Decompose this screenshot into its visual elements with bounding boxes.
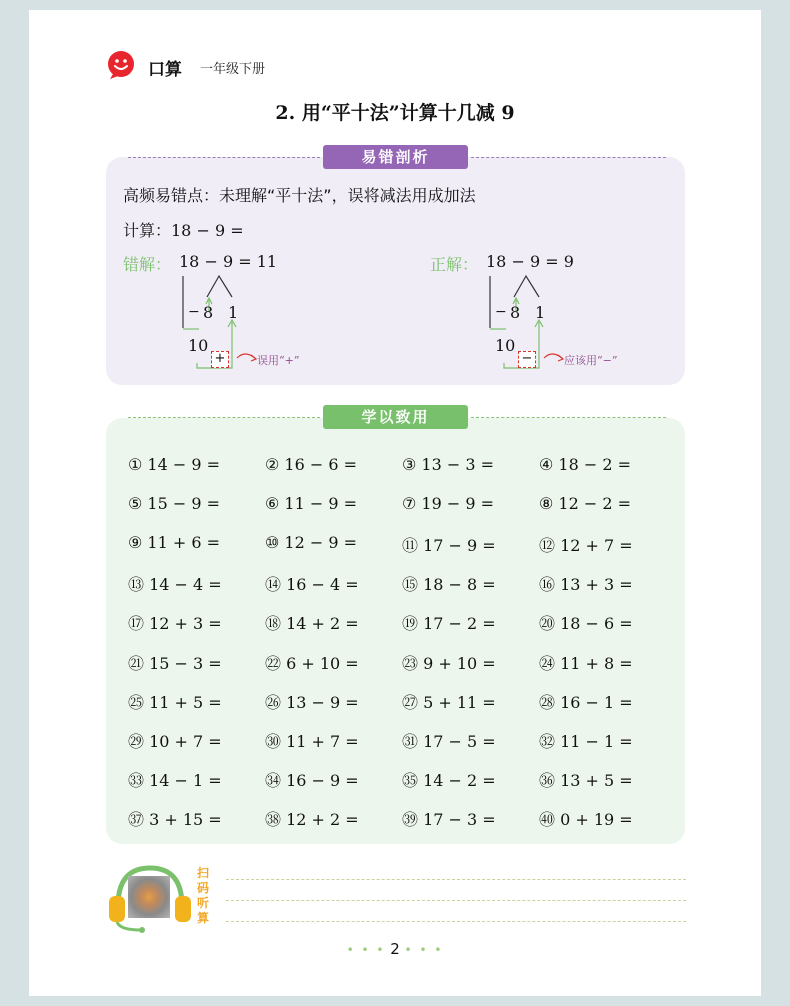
practice-problem: ① 14 − 9 = xyxy=(128,455,221,474)
error-point-text: 高频易错点：未理解“平十法”，误将减法用成加法 xyxy=(123,186,476,205)
practice-problem: ③ 13 − 3 = xyxy=(402,455,495,474)
wrong-operator-box: + xyxy=(211,351,229,368)
wrong-split-b: 1 xyxy=(228,303,239,322)
right-ten: 10 xyxy=(495,336,516,355)
divider-left xyxy=(128,157,320,158)
lesson-title: 2. 用“平十法”计算十几减 9 xyxy=(275,102,515,124)
right-label: 正解： xyxy=(430,255,479,274)
practice-problem: ⑤ 15 − 9 = xyxy=(128,494,221,513)
section-title-practice: 学以致用 xyxy=(323,405,468,429)
practice-problem: ㉞ 16 − 9 = xyxy=(265,771,359,790)
practice-problem: ㊵ 0 + 19 = xyxy=(539,810,633,829)
practice-problem: ㉟ 14 − 2 = xyxy=(402,771,496,790)
practice-problem: ⑯ 13 + 3 = xyxy=(539,575,633,594)
practice-problem: ㉛ 17 − 5 = xyxy=(402,732,496,751)
qr-label-char: 扫 xyxy=(196,866,209,880)
qr-label xyxy=(196,866,210,926)
book-title: 口算 xyxy=(148,60,182,80)
practice-problem: ⑰ 12 + 3 = xyxy=(128,614,222,633)
right-minus-sign: − xyxy=(495,304,507,320)
practice-problem: ⑫ 12 + 7 = xyxy=(539,536,633,555)
qr-label-char: 算 xyxy=(196,911,209,925)
right-split-a: 8 xyxy=(510,303,521,322)
wrong-label: 错解： xyxy=(123,255,172,274)
practice-problem: ㉖ 13 − 9 = xyxy=(265,693,359,712)
practice-problem: ㉓ 9 + 10 = xyxy=(402,654,496,673)
practice-problem: ② 16 − 6 = xyxy=(265,455,358,474)
divider-left-2 xyxy=(128,417,320,418)
practice-problem: ㉚ 11 + 7 = xyxy=(265,732,359,751)
wrong-minus-sign: − xyxy=(188,304,200,320)
practice-problem: ⑭ 16 − 4 = xyxy=(265,575,359,594)
practice-problem: ⑱ 14 + 2 = xyxy=(265,614,359,633)
right-diagram xyxy=(482,270,642,375)
calc-prompt: 计算：18 − 9 = xyxy=(123,221,244,240)
practice-problem: ⑥ 11 − 9 = xyxy=(265,494,358,513)
qr-label-char: 码 xyxy=(196,881,209,895)
wrong-note: 误用“+” xyxy=(257,354,300,367)
practice-problem: ㉒ 6 + 10 = xyxy=(265,654,359,673)
practice-problem: ⑬ 14 − 4 = xyxy=(128,575,222,594)
practice-problem: ㉔ 11 + 8 = xyxy=(539,654,633,673)
right-expression: 18 − 9 = 9 xyxy=(486,252,574,271)
practice-problem: ㊲ 3 + 15 = xyxy=(128,810,222,829)
grade-label: 一年级下册 xyxy=(200,62,266,77)
writing-line xyxy=(226,921,686,922)
practice-problem: ㉘ 16 − 1 = xyxy=(539,693,633,712)
practice-problem: ㉑ 15 − 3 = xyxy=(128,654,222,673)
divider-right xyxy=(471,157,666,158)
practice-problem: ㉙ 10 + 7 = xyxy=(128,732,222,751)
section-title-error-analysis: 易错剖析 xyxy=(323,145,468,169)
practice-problem: ㊴ 17 − 3 = xyxy=(402,810,496,829)
dots-left: • • • xyxy=(346,943,386,957)
writing-line xyxy=(226,879,686,880)
writing-line xyxy=(226,900,686,901)
wrong-ten: 10 xyxy=(188,336,209,355)
right-split-b: 1 xyxy=(535,303,546,322)
practice-problem: ㉝ 14 − 1 = xyxy=(128,771,222,790)
practice-problem: ④ 18 − 2 = xyxy=(539,455,632,474)
page-number xyxy=(0,940,790,958)
wrong-expression: 18 − 9 = 11 xyxy=(179,252,278,271)
practice-problem: ㉜ 11 − 1 = xyxy=(539,732,633,751)
page-number-text: 2 xyxy=(390,940,400,958)
qr-code-icon xyxy=(128,876,170,918)
practice-problem: ⑦ 19 − 9 = xyxy=(402,494,495,513)
practice-problem: ⑲ 17 − 2 = xyxy=(402,614,496,633)
practice-problem: ㊳ 12 + 2 = xyxy=(265,810,359,829)
practice-problem: ⑩ 12 − 9 = xyxy=(265,533,358,552)
practice-problem: ⑧ 12 − 2 = xyxy=(539,494,632,513)
practice-problem: ⑪ 17 − 9 = xyxy=(402,536,496,555)
wrong-split-a: 8 xyxy=(203,303,214,322)
right-note: 应该用“−” xyxy=(564,354,618,367)
practice-problem: ⑳ 18 − 6 = xyxy=(539,614,633,633)
wrong-diagram xyxy=(175,270,335,375)
practice-problem: ⑮ 18 − 8 = xyxy=(402,575,496,594)
dots-right: • • • xyxy=(404,943,444,957)
practice-problem: ㊱ 13 + 5 = xyxy=(539,771,633,790)
right-operator-box: − xyxy=(518,351,536,368)
qr-label-char: 听 xyxy=(196,896,209,910)
practice-problem: ㉗ 5 + 11 = xyxy=(402,693,496,712)
divider-right-2 xyxy=(471,417,666,418)
practice-problem: ㉕ 11 + 5 = xyxy=(128,693,222,712)
smiley-logo-icon xyxy=(106,50,136,80)
practice-problem: ⑨ 11 + 6 = xyxy=(128,533,221,552)
